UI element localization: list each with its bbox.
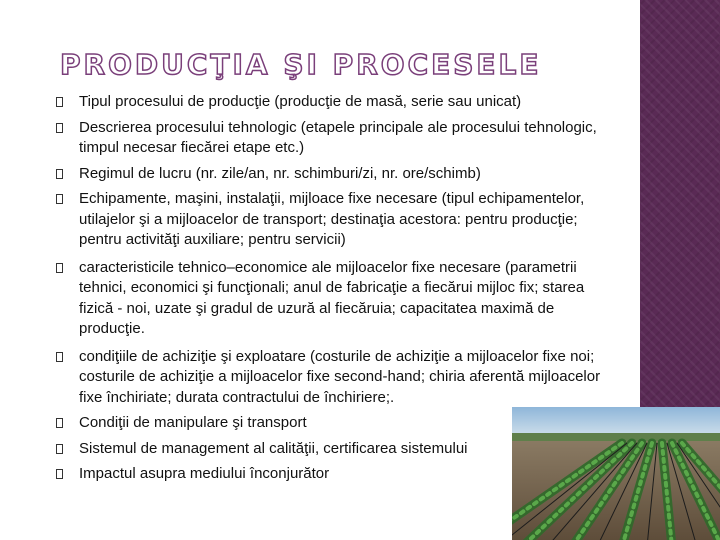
crop-field-photo — [512, 407, 720, 540]
bullet-box-icon — [56, 418, 63, 428]
bullet-box-icon — [56, 194, 63, 204]
bullet-text: Condiţii de manipulare şi transport — [79, 414, 307, 431]
bullet-box-icon — [56, 123, 63, 133]
bullet-item — [54, 164, 614, 185]
bullet-box-icon — [56, 263, 63, 273]
bullet-text: Sistemul de management al calităţii, certificarea sistemului — [79, 439, 468, 457]
bullet-text: Tipul procesului de producţie (producţie de masă, serie sau unicat) — [79, 93, 522, 110]
bullet-box-icon — [56, 169, 63, 179]
bullet-text: Regimul de lucru (nr. zile/an, nr. schimburi/zi, nr. ore/schimb) — [79, 164, 481, 182]
slide-title: PRODUCŢIA ŞI PROCESELE — [60, 48, 542, 81]
bullet-text: Impactul asupra mediului înconjurător — [79, 465, 330, 482]
bullet-box-icon — [56, 97, 63, 107]
bullet-text: Echipamente, maşini, instalaţii, mijloace fixe necesare (tipul echipamentelor, utilajelor şi a mijloacelor de transport; destinaţia acestora: pentru producţie; pentru activităţi auxiliare; pentru servicii) — [79, 190, 585, 248]
bullet-item — [54, 258, 614, 340]
bullet-box-icon — [56, 352, 63, 362]
bullet-box-icon — [56, 444, 63, 454]
bullet-item — [54, 92, 614, 113]
bullet-text: Descrierea procesului tehnologic (etapele principale ale procesului tehnologic, timpul necesar fiecărei etape etc.) — [79, 118, 597, 156]
bullet-text: condiţiile de achiziţie şi exploatare (costurile de achiziţie a mijloacelor fixe noi; costurile de achiziţie a mijloacelor fixe second-hand; chiria aferentă mijloacelor fixe închiriate; durata contractului de închiriere;. — [79, 347, 601, 406]
bullet-item — [54, 118, 614, 159]
bullet-item — [54, 189, 614, 251]
bullet-item — [54, 347, 614, 409]
bullet-text: caracteristicile tehnico–economice ale mijloacelor fixe necesare (parametrii tehnici, economici şi funcţionali; anul de fabricaţie a fiecărui mijloc fix; starea fizică - noi, uzate şi gradul de uzură al fiecăruia; capacitatea maximă de producţie. — [79, 258, 585, 337]
bullet-box-icon — [56, 469, 63, 479]
